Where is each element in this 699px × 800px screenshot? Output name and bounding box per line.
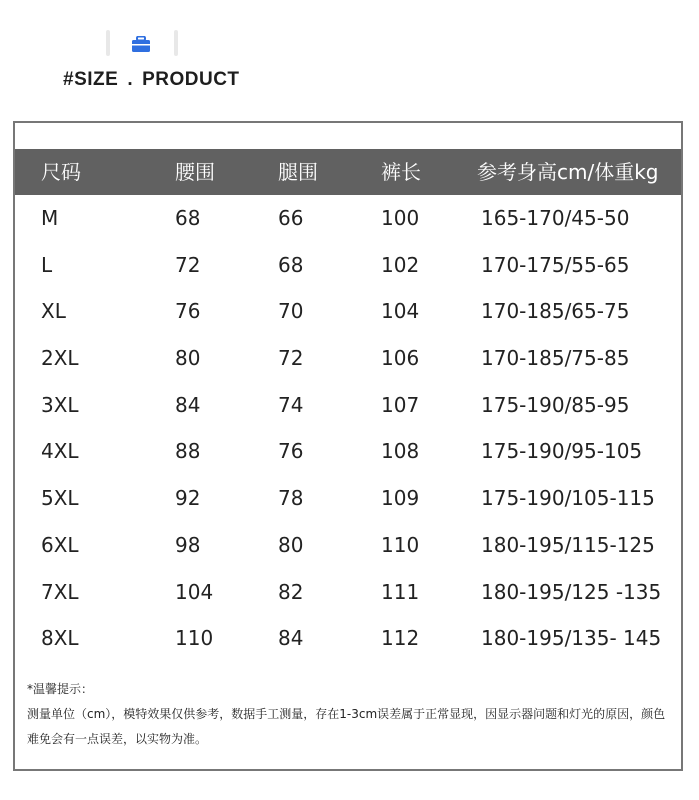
cell-height-weight: 175-190/85-95	[481, 392, 630, 417]
cell-height-weight: 165-170/45-50	[481, 206, 630, 230]
cell-thigh: 82	[278, 579, 304, 604]
cell-size: 8XL	[41, 626, 79, 651]
cell-length: 109	[381, 486, 420, 511]
cell-waist: 104	[175, 579, 214, 604]
column-header-height-weight: 参考身高cm/体重kg	[477, 160, 659, 184]
cell-waist: 110	[175, 626, 214, 651]
cell-thigh: 68	[278, 252, 304, 277]
cell-height-weight: 180-195/125 -135	[481, 579, 662, 604]
cell-length: 110	[381, 532, 420, 557]
cell-size: 2XL	[41, 346, 79, 371]
cell-thigh: 84	[278, 626, 304, 651]
cell-waist: 76	[175, 299, 201, 324]
table-header	[15, 149, 681, 195]
cell-length: 108	[381, 439, 420, 464]
table-row	[15, 335, 681, 382]
page-title	[63, 69, 240, 91]
cell-size: 5XL	[41, 486, 79, 511]
size-chart-panel	[13, 121, 683, 771]
cell-waist: 98	[175, 532, 201, 557]
cell-height-weight: 170-185/75-85	[481, 346, 630, 371]
cell-size: 6XL	[41, 532, 79, 557]
cell-length: 100	[381, 206, 420, 230]
table-row	[15, 569, 681, 616]
cell-length: 106	[381, 346, 420, 371]
column-header-waist: 腰围	[175, 160, 215, 184]
cell-waist: 84	[175, 392, 201, 417]
cell-thigh: 72	[278, 346, 304, 371]
cell-waist: 80	[175, 346, 201, 371]
column-header-length: 裤长	[381, 160, 421, 184]
header-decoration	[96, 28, 186, 62]
decoration-bar-left	[106, 30, 110, 56]
table-row	[15, 195, 681, 242]
cell-waist: 68	[175, 206, 201, 230]
cell-thigh: 78	[278, 486, 304, 511]
table-row	[15, 428, 681, 475]
cell-height-weight: 170-175/55-65	[481, 252, 630, 277]
cell-size: 3XL	[41, 392, 79, 417]
title-part-size: #SIZE	[63, 69, 119, 90]
cell-size: XL	[41, 299, 66, 324]
column-header-thigh: 腿围	[278, 160, 318, 184]
cell-length: 102	[381, 252, 420, 277]
title-part-product: PRODUCT	[142, 69, 240, 90]
cell-thigh: 76	[278, 439, 304, 464]
decoration-bar-right	[174, 30, 178, 56]
notes-section	[27, 677, 677, 752]
cell-length: 112	[381, 626, 420, 651]
cell-thigh: 70	[278, 299, 304, 324]
cell-height-weight: 175-190/105-115	[481, 486, 655, 511]
notes-body: 测量单位（cm），模特效果仅供参考，数据手工测量，存在1-3cm误差属于正常显现，因显示器问题和灯光的原因，颜色难免会有一点误差，以实物为准。	[27, 707, 666, 746]
table-row	[15, 522, 681, 569]
cell-length: 104	[381, 299, 420, 324]
cell-waist: 88	[175, 439, 201, 464]
cell-size: 7XL	[41, 579, 79, 604]
table-body	[15, 195, 681, 662]
table-row	[15, 288, 681, 335]
cell-height-weight: 180-195/135- 145	[481, 626, 662, 651]
cell-height-weight: 180-195/115-125	[481, 532, 655, 557]
table-row	[15, 242, 681, 289]
cell-length: 111	[381, 579, 420, 604]
cell-size: M	[41, 206, 59, 230]
cell-waist: 72	[175, 252, 201, 277]
cell-height-weight: 175-190/95-105	[481, 439, 643, 464]
table-row	[15, 615, 681, 662]
table-row	[15, 382, 681, 429]
cell-thigh: 66	[278, 206, 304, 230]
cell-waist: 92	[175, 486, 201, 511]
cell-size: 4XL	[41, 439, 79, 464]
shopping-bag-icon	[131, 36, 151, 53]
cell-thigh: 80	[278, 532, 304, 557]
title-part-dot: .	[127, 69, 134, 90]
cell-height-weight: 170-185/65-75	[481, 299, 630, 324]
cell-thigh: 74	[278, 392, 304, 417]
table-row	[15, 475, 681, 522]
cell-length: 107	[381, 392, 420, 417]
cell-size: L	[41, 252, 53, 277]
notes-title: *温馨提示：	[27, 682, 94, 696]
column-header-size: 尺码	[41, 160, 81, 184]
